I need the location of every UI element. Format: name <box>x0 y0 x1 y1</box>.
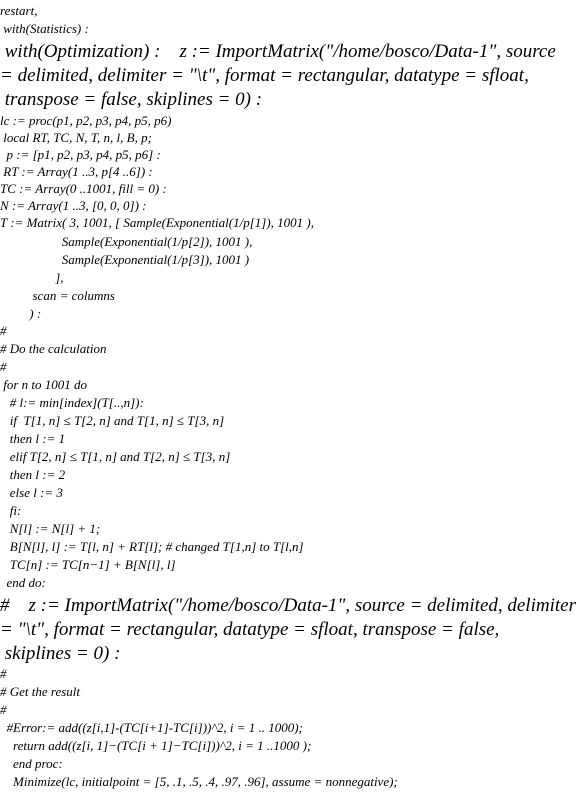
code-line-end-do[interactable]: end do: <box>0 575 46 590</box>
code-line[interactable]: TC := Array(0 ..1001, fill = 0) : <box>0 181 167 196</box>
code-line[interactable]: restart, <box>0 3 38 18</box>
code-line[interactable]: N[l] := N[l] + 1; <box>0 521 101 536</box>
comment-line[interactable]: #Error:= add((z[i,1]-(TC[i+1]-TC[i]))^2, i = 1 .. 1000); <box>0 720 303 735</box>
code-line-end-proc[interactable]: end proc: <box>0 756 63 771</box>
code-line-import[interactable]: with(Optimization) : z := ImportMatrix("/home/bosco/Data-1", source <box>0 41 556 62</box>
comment-line-import[interactable]: # z := ImportMatrix("/home/bosco/Data-1", source = delimited, delimiter <box>0 595 576 616</box>
code-line[interactable]: Sample(Exponential(1/p[3]), 1001 ) <box>0 252 250 267</box>
comment-line[interactable]: # <box>0 666 7 681</box>
code-line-return[interactable]: return add((z[i, 1]−(TC[i + 1]−TC[i]))^2, i = 1 ..1000 ); <box>0 738 312 753</box>
code-line[interactable]: then l := 1 <box>0 431 66 446</box>
code-line[interactable]: RT := Array(1 ..3, p[4 ..6]) : <box>0 164 153 179</box>
comment-line[interactable]: # <box>0 359 7 374</box>
code-line[interactable]: then l := 2 <box>0 467 66 482</box>
comment-line-import-cont[interactable]: skiplines = 0) : <box>0 643 121 664</box>
code-line[interactable]: ], <box>0 270 64 285</box>
code-line[interactable]: with(Statistics) : <box>0 21 89 36</box>
code-line[interactable]: ) : <box>0 306 42 321</box>
code-line[interactable]: T := Matrix( 3, 1001, [ Sample(Exponential(1/p[1]), 1001 ), <box>0 215 314 230</box>
comment-line[interactable]: # Get the result <box>0 684 81 699</box>
code-line-proc[interactable]: lc := proc(p1, p2, p3, p4, p5, p6) <box>0 113 172 128</box>
code-line-for[interactable]: for n to 1001 do <box>0 377 88 392</box>
code-line-minimize[interactable]: Minimize(lc, initialpoint = [5, .1, .5, .4, .97, .96], assume = nonnegative); <box>0 774 398 789</box>
code-line[interactable]: p := [p1, p2, p3, p4, p5, p6] : <box>0 147 161 162</box>
comment-line[interactable]: # Do the calculation <box>0 341 107 356</box>
code-line[interactable]: scan = columns <box>0 288 115 303</box>
code-line[interactable]: N := Array(1 ..3, [0, 0, 0]) : <box>0 198 147 213</box>
code-line[interactable]: TC[n] := TC[n−1] + B[N[l], l] <box>0 557 176 572</box>
code-line[interactable]: else l := 3 <box>0 485 63 500</box>
comment-line-import-cont[interactable]: = "\t", format = rectangular, datatype = sfloat, transpose = false, <box>0 619 500 640</box>
code-line-import-cont[interactable]: = delimited, delimiter = "\t", format = rectangular, datatype = sfloat, <box>0 65 529 86</box>
code-line[interactable]: fi: <box>0 503 22 518</box>
code-line-import-cont[interactable]: transpose = false, skiplines = 0) : <box>0 89 263 110</box>
code-line[interactable]: # l:= min[index](T[..,n]): <box>0 395 144 410</box>
code-line[interactable]: elif T[2, n] ≤ T[1, n] and T[2, n] ≤ T[3, n] <box>0 449 231 464</box>
code-line[interactable]: Sample(Exponential(1/p[2]), 1001 ), <box>0 234 253 249</box>
comment-line[interactable]: # <box>0 323 7 338</box>
comment-line[interactable]: # <box>0 702 7 717</box>
code-line-local[interactable]: local RT, TC, N, T, n, l, B, p; <box>0 130 152 145</box>
code-line[interactable]: B[N[l], l] := T[l, n] + RT[l]; # changed T[1,n] to T[l,n] <box>0 539 304 554</box>
code-line[interactable]: if T[1, n] ≤ T[2, n] and T[1, n] ≤ T[3, n] <box>0 413 225 428</box>
